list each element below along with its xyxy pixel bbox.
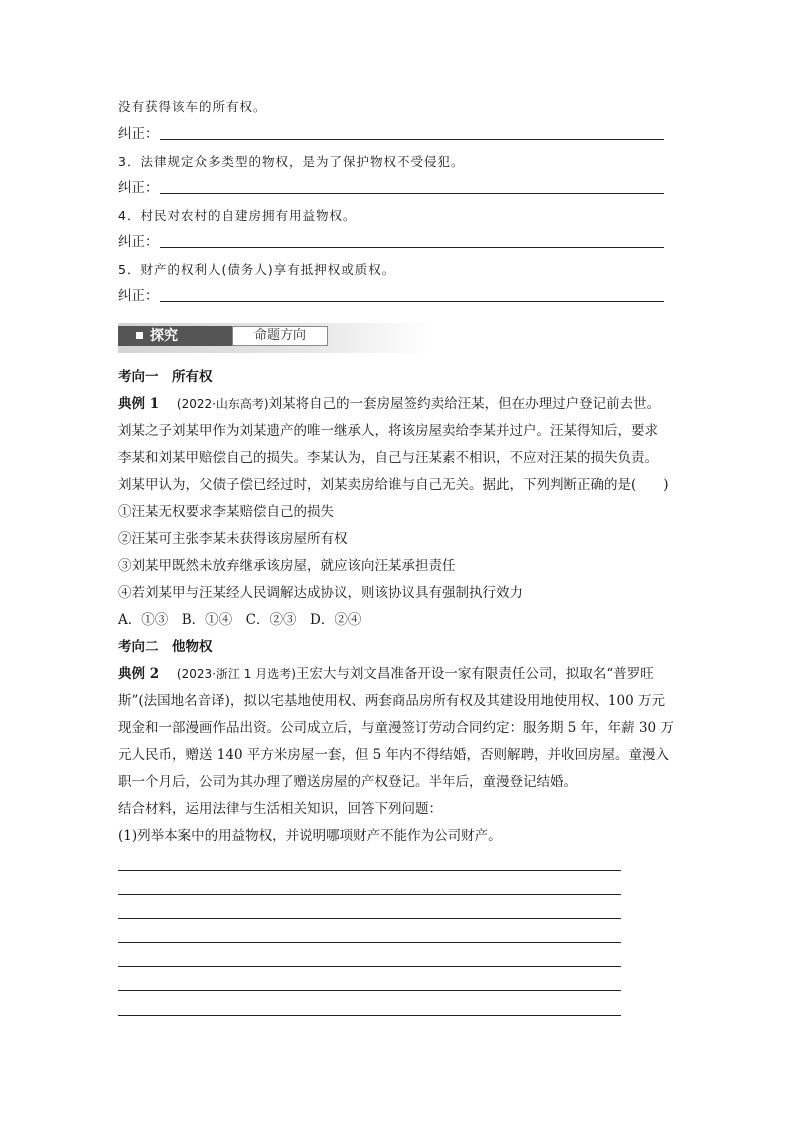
direction-1-title: 考向一 所有权 (118, 369, 213, 385)
example-1-first-line (118, 394, 660, 414)
example-1-option: ③刘某甲既然未放弃继承该房屋，就应该向汪某承担责任 (118, 558, 456, 574)
review-item-5: 5．财产的权利人(债务人)享有抵押权或质权。 (118, 262, 396, 277)
correction-row-2 (118, 124, 664, 144)
answer-line[interactable] (118, 1015, 621, 1016)
example-2-instruction: 结合材料，运用法律与生活相关知识，回答下列问题： (118, 801, 442, 817)
example-1-option: ④若刘某甲与汪某经人民调解达成协议，则该协议具有强制执行效力 (118, 585, 523, 601)
correction-row-5 (118, 286, 664, 306)
example-2-source: (2023·浙江 1 月选考) (176, 667, 296, 681)
correction-answer-line[interactable] (160, 193, 664, 194)
banner-sub-label: 命题方向 (232, 326, 328, 346)
example-2-stem-line: 斯”(法国地名音译)，拟以宅基地使用权、两套商品房所有权及其建设用地使用权、100 万元 (118, 693, 665, 709)
answer-line[interactable] (118, 966, 621, 967)
correction-answer-line[interactable] (160, 247, 664, 248)
correction-row-4 (118, 232, 664, 252)
example-1-stem-line: 刘某甲认为，父债子偿已经过时，刘某卖房给谁与自己无关。据此，下列判断正确的是( ) (118, 477, 669, 493)
example-1-stem-first: 刘某将自己的一套房屋签约卖给汪某，但在办理过户登记前去世。 (268, 396, 661, 412)
review-item-2-tail: 没有获得该车的所有权。 (118, 99, 267, 114)
section-banner (118, 323, 432, 353)
example-1-option: ①汪某无权要求李某赔偿自己的损失 (118, 504, 334, 520)
example-2-first-line (118, 664, 654, 684)
answer-line[interactable] (118, 918, 621, 919)
direction-2-title: 考向二 他物权 (118, 639, 213, 655)
question-1: (1)列举本案中的用益物权，并说明哪项财产不能作为公司财产。 (118, 828, 502, 844)
example-2-stem-line: 现金和一部漫画作品出资。公司成立后，与童漫签订劳动合同约定：服务期 5 年，年薪 30 万 (118, 720, 674, 736)
correction-label: 纠正： (118, 288, 159, 304)
answer-line[interactable] (118, 990, 621, 991)
review-item-3: 3．法律规定众多类型的物权，是为了保护物权不受侵犯。 (118, 154, 465, 169)
answer-line[interactable] (118, 894, 621, 895)
example-1-option: ②汪某可主张李某未获得该房屋所有权 (118, 531, 348, 547)
banner-main-label: 探究 (118, 326, 232, 346)
correction-answer-line[interactable] (160, 301, 664, 302)
example-1-label: 典例 1 (118, 396, 160, 412)
answer-line[interactable] (118, 942, 621, 943)
example-1-stem-line: 刘某之子刘某甲作为刘某遗产的唯一继承人，将该房屋卖给李某并过户。汪某得知后，要求 (118, 423, 658, 439)
correction-answer-line[interactable] (160, 139, 664, 140)
square-bullet-icon (136, 332, 143, 339)
example-1-stem-line: 李某和刘某甲赔偿自己的损失。李某认为，自己与汪某素不相识，不应对汪某的损失负责。 (118, 450, 658, 466)
example-1-choices[interactable]: A．①③ B．①④ C．②③ D．②④ (118, 612, 362, 628)
review-item-4: 4．村民对农村的自建房拥有用益物权。 (118, 208, 357, 223)
correction-row-3 (118, 178, 664, 198)
example-1-source: (2022·山东高考) (176, 397, 269, 411)
correction-label: 纠正： (118, 126, 159, 142)
answer-line[interactable] (118, 870, 621, 871)
example-2-label: 典例 2 (118, 666, 160, 682)
correction-label: 纠正： (118, 180, 159, 196)
example-2-stem-line: 元人民币，赠送 140 平方米房屋一套，但 5 年内不得结婚，否则解聘，并收回房屋。童漫入 (118, 747, 670, 763)
example-2-stem-line: 职一个月后，公司为其办理了赠送房屋的产权登记。半年后，童漫登记结婚。 (118, 774, 577, 790)
correction-label: 纠正： (118, 234, 159, 250)
example-2-stem-first: 王宏大与刘文昌准备开设一家有限责任公司，拟取名“普罗旺 (295, 666, 654, 682)
